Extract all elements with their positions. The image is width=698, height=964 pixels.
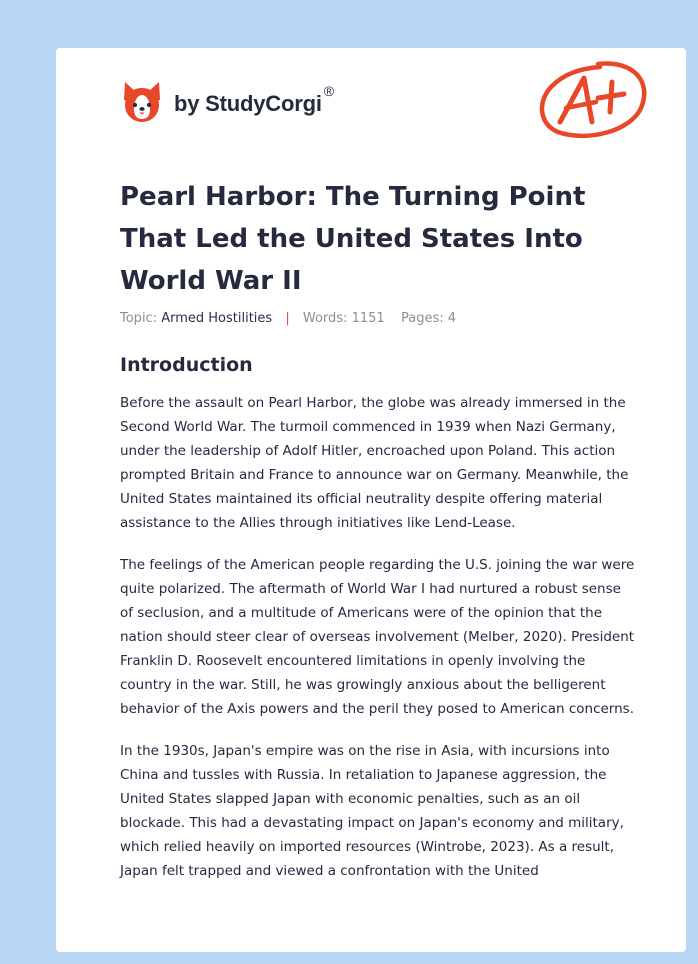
pages-count: 4 [447, 311, 457, 326]
topic-link[interactable]: Armed Hostilities [161, 311, 273, 326]
corgi-logo-icon [122, 78, 162, 124]
paragraph: In the 1930s, Japan's empire was on the rise in Asia, with incursions into China and tussles with Russia. In retaliation to Japanese aggression, the United States slapped Japan with economic penalties, such as an oil blockade. This had a devastating impact on Japan's economy and military, which relied heavily on imported resources (Wintrobe, 2023). As a result, Japan felt trapped and viewed a confrontation with the United [120, 743, 624, 879]
paragraph: Before the assault on Pearl Harbor, the globe was already immersed in the Second World War. The turmoil commenced in 1939 when Nazi Germany, under the leadership of Adolf Hitler, encroached upon Poland. This action prompted Britain and France to announce war on Germany. Meanwhile, the United States maintained its official neutrality despite offering material assistance to the Allies through initiatives like Lend-Lease. [120, 395, 629, 531]
pages-label: Pages: [400, 311, 444, 326]
brand-name: by StudyCorgi [174, 91, 322, 116]
document-meta [120, 311, 456, 326]
grade-a-plus-stamp [538, 58, 650, 142]
words-label: Words: [302, 311, 348, 326]
meta-separator: | [285, 311, 290, 326]
registered-mark: ® [323, 83, 335, 99]
paragraph: The feelings of the American people regarding the U.S. joining the war were quite polarized. The aftermath of World War I had nurtured a robust sense of seclusion, and a multitude of Americans were of the opinion that the nation should steer clear of overseas involvement (Melber, 2020). President Franklin D. Roosevelt encountered limitations in openly involving the country in the war. Still, he was growingly anxious about the belligerent behavior of the Axis powers and the peril they posed to American concerns. [120, 557, 635, 717]
words-count: 1151 [351, 311, 385, 326]
section-heading: Introduction [120, 354, 253, 376]
topic-label: Topic: [120, 311, 158, 326]
document-title: Pearl Harbor: The Turning Point That Led the United States Into World War II [120, 182, 586, 296]
document-body [120, 349, 636, 901]
studycorgi-logo[interactable] [122, 76, 334, 126]
document-page [56, 48, 686, 952]
